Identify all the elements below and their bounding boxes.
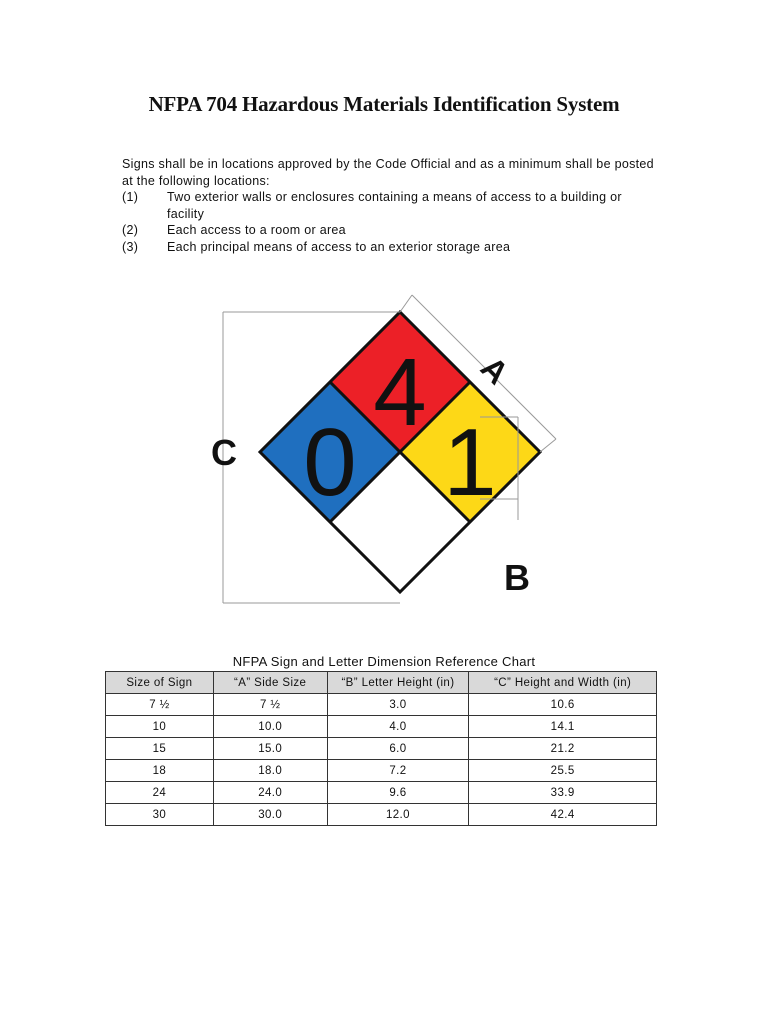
table-row xyxy=(106,738,657,760)
table-cell: 33.9 xyxy=(469,782,657,804)
flammability-rating: 4 xyxy=(373,339,427,446)
list-item-text: Each access to a room or area xyxy=(167,223,346,237)
page-title: NFPA 704 Hazardous Materials Identification System xyxy=(148,92,620,116)
table-cell: 42.4 xyxy=(469,804,657,826)
table-cell: 3.0 xyxy=(327,694,469,716)
dimension-a-label: A xyxy=(473,349,516,392)
list-item-number: (1) xyxy=(122,190,139,204)
chart-caption: NFPA Sign and Letter Dimension Reference Chart xyxy=(232,654,536,669)
table-row xyxy=(106,716,657,738)
table-row xyxy=(106,804,657,826)
dimension-a-tick xyxy=(540,439,556,452)
table-cell: 7.2 xyxy=(327,760,469,782)
dimension-c-label: C xyxy=(211,432,237,473)
list-item xyxy=(122,239,662,256)
table-cell: 12.0 xyxy=(327,804,469,826)
table-cell: 18.0 xyxy=(213,760,327,782)
list-item xyxy=(122,189,662,222)
table-cell: 10.0 xyxy=(213,716,327,738)
list-item-text: Each principal means of access to an exterior storage area xyxy=(167,239,511,254)
table-cell: 24 xyxy=(106,782,214,804)
column-header: “C” Height and Width (in) xyxy=(469,672,657,694)
list-item-text: Two exterior walls or enclosures containing a means of access to a building or facility xyxy=(167,190,622,221)
list-item xyxy=(122,222,662,239)
table-header-row xyxy=(106,672,657,694)
locations-list xyxy=(122,189,662,255)
table-cell: 4.0 xyxy=(327,716,469,738)
intro-section xyxy=(122,156,662,255)
table-cell: 24.0 xyxy=(213,782,327,804)
table-cell: 21.2 xyxy=(469,738,657,760)
dimension-b-label: B xyxy=(504,557,530,598)
instability-rating: 1 xyxy=(443,409,497,516)
table-cell: 14.1 xyxy=(469,716,657,738)
table-cell: 7 ½ xyxy=(213,694,327,716)
intro-paragraph: Signs shall be in locations approved by the Code Official and as a minimum shall be posted at the following locations: xyxy=(122,157,654,188)
list-item-number: (2) xyxy=(122,223,139,237)
health-rating: 0 xyxy=(303,409,357,516)
column-header: “B” Letter Height (in) xyxy=(327,672,469,694)
table-cell: 9.6 xyxy=(327,782,469,804)
table-row xyxy=(106,760,657,782)
column-header: “A” Side Size xyxy=(213,672,327,694)
table-cell: 15.0 xyxy=(213,738,327,760)
table-row xyxy=(106,694,657,716)
table-row xyxy=(106,782,657,804)
list-item-number: (3) xyxy=(122,239,139,254)
table-cell: 30.0 xyxy=(213,804,327,826)
table-cell: 15 xyxy=(106,738,214,760)
dimension-a-tick xyxy=(400,295,412,312)
table-cell: 18 xyxy=(106,760,214,782)
column-header: Size of Sign xyxy=(106,672,214,694)
table-cell: 10.6 xyxy=(469,694,657,716)
table-cell: 25.5 xyxy=(469,760,657,782)
nfpa-diamond-diagram xyxy=(190,285,570,615)
table-cell: 7 ½ xyxy=(106,694,214,716)
table-cell: 30 xyxy=(106,804,214,826)
table-cell: 6.0 xyxy=(327,738,469,760)
dimension-table xyxy=(105,671,657,826)
table-cell: 10 xyxy=(106,716,214,738)
